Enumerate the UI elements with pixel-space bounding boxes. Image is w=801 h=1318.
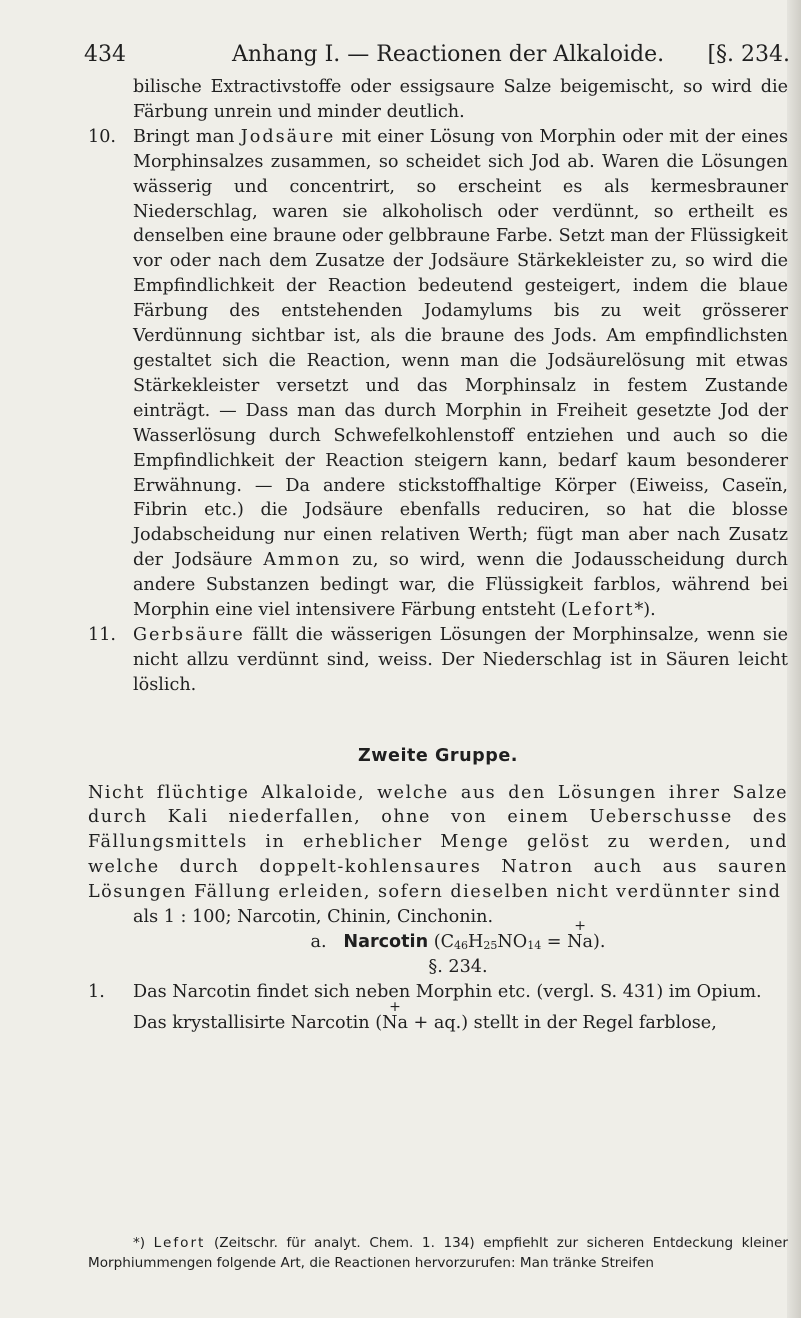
group-intro: Nicht flüchtige Alkaloide, welche aus den Lösungen ihrer Salze durch Kali niederfallen, ohne von einem Ueberschusse des Fällungsmittels in erheblicher Menge gelöst zu werden, und welche durch doppelt-kohlensaures Natron auch aus sauren Lösungen Fällung erleiden, sofern dieselben nicht verdünnter sind (88, 782, 788, 903)
item-number: 10. (88, 126, 116, 147)
item-1-continued: Das krystallisirte Narcotin (+ Na + aq.) stellt in der Regel farblose, (88, 1011, 788, 1036)
page-body (88, 75, 788, 1036)
formula-heading: a. Narcotin ($C_{46}H_{25}NO_{14}$ = + Na). (88, 930, 788, 955)
page-edge-shadow (787, 0, 801, 1318)
author-name: Lefort (153, 1235, 206, 1251)
reagent-name: Gerbsäure (133, 624, 245, 645)
reagent-name: Ammon (263, 550, 342, 571)
compound-name: Narcotin (343, 932, 429, 952)
item-1: 1. Das Narcotin findet sich neben Morphin etc. (vergl. S. 431) im Opium. (88, 980, 788, 1005)
running-title: Anhang I. — Reactionen der Alkaloide. (232, 42, 665, 67)
author-name: Lefort (567, 600, 635, 621)
item-10: 10. Bringt man Jodsäure mit einer Lösung von Morphin oder mit der eines Morphinsalzes zusammen, so scheidet sich Jod ab. Waren die Lösungen wässerig und concentrirt, so erscheint es als kermesbrauner Niederschlag, waren sie alkoholisch oder verdünnt, so ertheilt es denselben eine braune oder gelbbraune Farbe. Setzt man der Flüssigkeit vor oder nach dem Zusatze der Jodsäure Stärkekleister zu, so wird die Empfindlichkeit der Reaction bedeutend gesteigert, indem die blaue Färbung des entstehenden Jodamylums bis zu weit grösserer Verdünnung sichtbar ist, als die braune des Jods. Am empfindlichsten gestaltet sich die Reaction, wenn man die Jodsäurelösung mit etwas Stärkekleister versetzt und das Morphinsalz in festem Zustande einträgt. — Dass man das durch Morphin in Freiheit gesetzte Jod der Wasserlösung durch Schwefelkohlenstoff entziehen und auch so die Empfindlichkeit der Reaction steigern kann, bedarf kaum besonderer Erwähnung. — Da andere stickstoffhaltige Körper (Eiweiss, Caseïn, Fibrin etc.) die Jodsäure ebenfalls reduciren, so hat die blosse Jodabscheidung nur einen relativen Werth; fügt man aber nach Zusatz der Jodsäure Ammon zu, so wird, wenn die Jodausscheidung durch andere Substanzen bedingt war, die Flüssigkeit farblos, während bei Morphin eine viel intensivere Färbung entsteht (Lefort*). (88, 126, 788, 621)
page-number: 434 (84, 42, 126, 67)
section-heading: Zweite Gruppe. (358, 745, 518, 766)
reagent-name: Jodsäure (240, 126, 336, 147)
item-11: 11. Gerbsäure fällt die wässerigen Lösungen der Morphinsalze, wenn sie nicht allzu verdünnt sind, weiss. Der Niederschlag ist in Säuren leicht löslich. (88, 624, 788, 695)
paragraph-number: §. 234. (428, 956, 488, 977)
item-number: 1. (88, 981, 105, 1002)
symbol-with-plus: + Na (567, 930, 593, 955)
section-marker: [§. 234. (707, 42, 790, 67)
running-header (84, 38, 790, 72)
continued-paragraph: bilische Extractivstoffe oder essigsaure Salze beigemischt, so wird die Färbung unrein und minder deutlich. (133, 77, 788, 122)
footnote: *) Lefort (Zeitschr. für analyt. Chem. 1. 134) empfiehlt zur sicheren Entdeckung kleiner Morphiummengen folgende Art, die Reactionen hervorzurufen: Man tränke Streifen (88, 1235, 789, 1271)
item-number: 11. (88, 624, 116, 645)
symbol-with-plus: + Na (382, 1011, 408, 1036)
group-intro-last-line: als 1 : 100; Narcotin, Chinin, Cinchonin. (133, 907, 494, 928)
